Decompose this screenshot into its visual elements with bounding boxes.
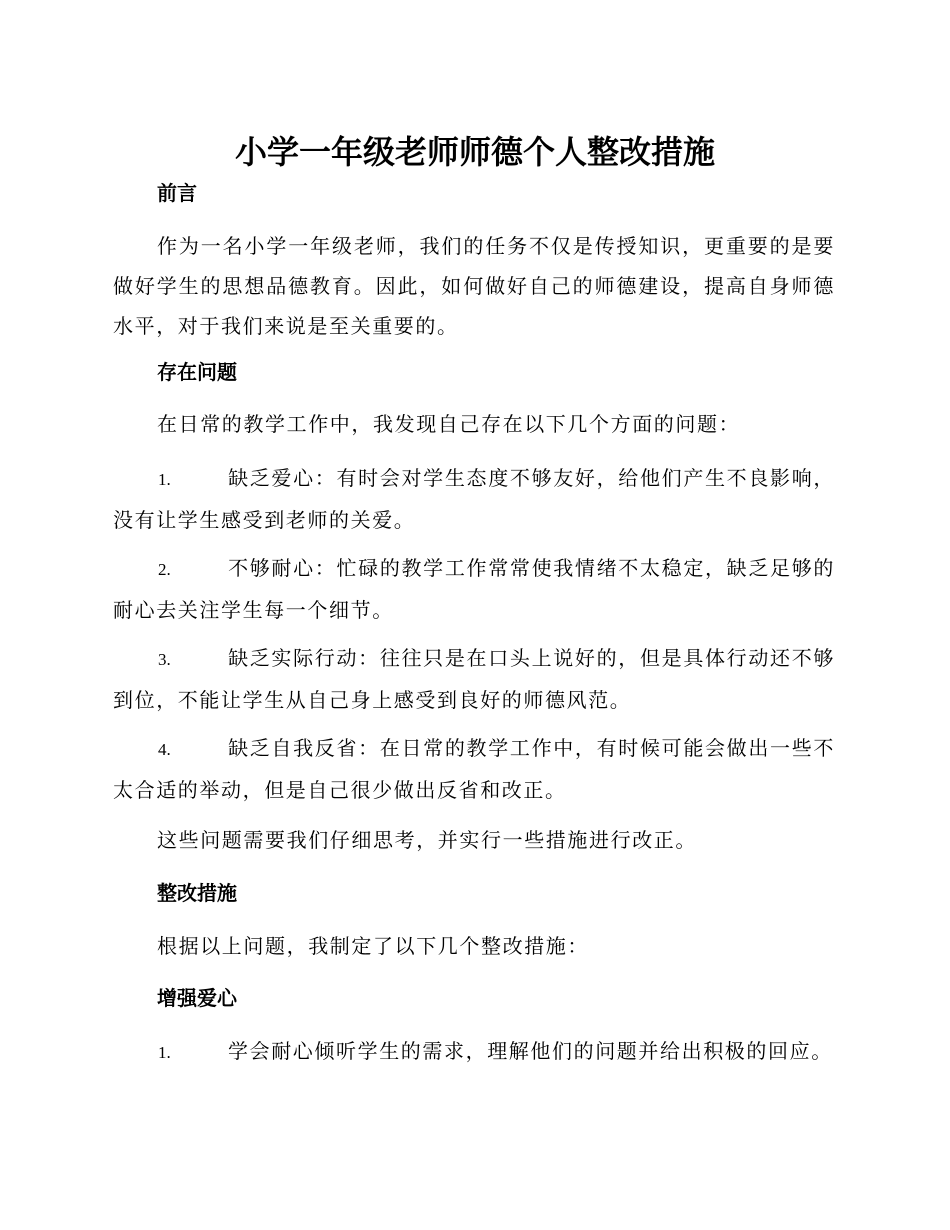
- problem-item-2: [113, 548, 835, 630]
- measure-item-text: 学会耐心倾听学生的需求，理解他们的问题并给出积极的回应。: [228, 1039, 833, 1063]
- document-title: 小学一年级老师师德个人整改措施: [234, 133, 715, 171]
- problem-item-text: 缺乏实际行动：往往只是在口头上说好的，但是具体行动还不够到位，不能让学生从自己身上感受到良好的师德风范。: [113, 646, 835, 712]
- problems-intro: 在日常的教学工作中，我发现自己存在以下几个方面的问题：: [157, 412, 741, 436]
- section-heading-measures: 整改措施: [157, 881, 237, 905]
- list-number: 2.: [158, 560, 171, 579]
- problem-item-text: 缺乏自我反省：在日常的教学工作中，有时候可能会做出一些不太合适的举动，但是自己很少做出反省和改正。: [113, 736, 835, 802]
- measures-intro: 根据以上问题，我制定了以下几个整改措施：: [157, 934, 589, 958]
- problems-conclusion: 这些问题需要我们仔细思考，并实行一些措施进行改正。: [157, 828, 697, 852]
- measure-item-1: [113, 1031, 835, 1073]
- list-number: 3.: [158, 650, 171, 669]
- preface-paragraph: 作为一名小学一年级老师，我们的任务不仅是传授知识，更重要的是要做好学生的思想品德教育。因此，如何做好自己的师德建设，提高自身师德水平，对于我们来说是至关重要的。: [113, 234, 835, 338]
- list-number: 4.: [158, 740, 171, 759]
- problem-item-3: [113, 638, 835, 720]
- section-heading-preface: 前言: [157, 181, 197, 205]
- subheading-love: 增强爱心: [157, 986, 237, 1010]
- list-number: 1.: [158, 1043, 171, 1062]
- problem-item-4: [113, 728, 835, 810]
- problem-item-1: [113, 458, 835, 540]
- problem-item-text: 缺乏爱心：有时会对学生态度不够友好，给他们产生不良影响，没有让学生感受到老师的关爱。: [113, 466, 835, 532]
- section-heading-problems: 存在问题: [157, 360, 237, 384]
- list-number: 1.: [158, 470, 171, 489]
- problem-item-text: 不够耐心：忙碌的教学工作常常使我情绪不太稳定，缺乏足够的耐心去关注学生每一个细节。: [113, 556, 835, 622]
